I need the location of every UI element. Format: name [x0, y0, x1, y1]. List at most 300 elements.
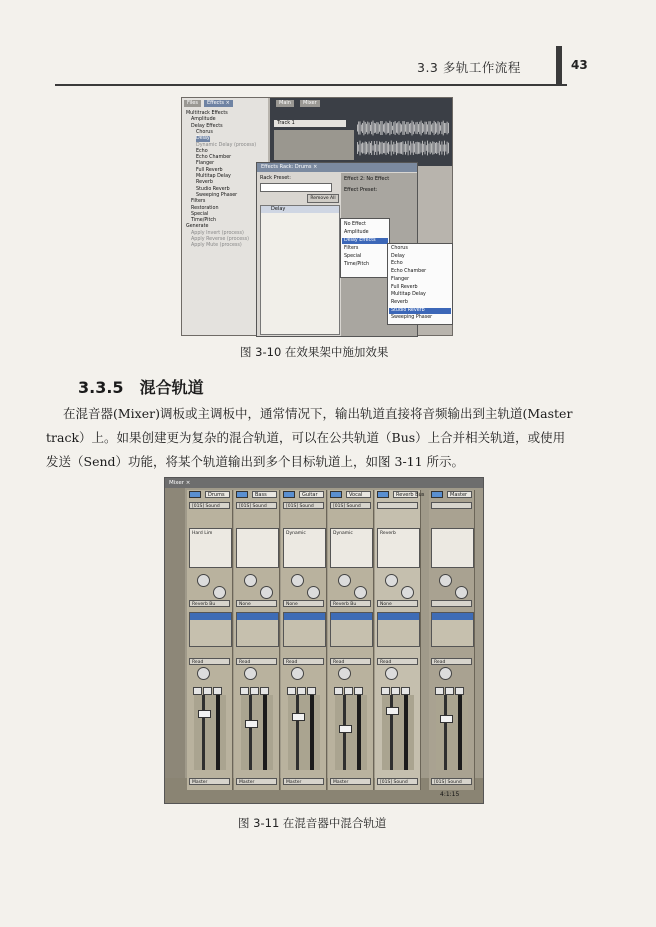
- record-arm-button[interactable]: [431, 491, 443, 498]
- waveform-sample: [403, 121, 404, 135]
- section-number: 3.3.5: [78, 378, 124, 397]
- waveform-sample: [413, 141, 414, 155]
- effects-context-menu: [340, 218, 390, 278]
- waveform-sample: [367, 144, 368, 153]
- waveform-sample: [384, 143, 385, 154]
- input-select[interactable]: [01S] Sound: [330, 502, 371, 509]
- waveform-sample: [375, 123, 376, 132]
- track-name[interactable]: Vocal: [346, 491, 371, 498]
- mute-solo-record: [381, 680, 414, 688]
- fx-slots: [283, 528, 326, 568]
- waveform-sample: [443, 145, 444, 152]
- effects-tree-item[interactable]: Echo: [196, 148, 208, 154]
- waveform-sample: [377, 122, 378, 134]
- waveform-sample: [406, 144, 407, 152]
- record-arm-button[interactable]: [189, 491, 201, 498]
- eq-header[interactable]: [190, 613, 231, 620]
- time-display: 4:1:15: [440, 791, 460, 798]
- waveform-sample: [397, 122, 398, 133]
- waveform-sample: [448, 143, 449, 154]
- waveform-sample: [418, 142, 419, 154]
- record-arm-button[interactable]: [377, 491, 389, 498]
- waveform-sample: [393, 142, 394, 154]
- record-button[interactable]: [260, 687, 269, 695]
- send-volume-knob[interactable]: [385, 574, 398, 587]
- record-button[interactable]: [455, 687, 464, 695]
- send-pan-knob[interactable]: [354, 586, 367, 599]
- waveform-sample: [410, 141, 411, 154]
- effects-tree-item[interactable]: Multitrack Effects: [186, 111, 228, 116]
- mixer-strip: [234, 490, 280, 790]
- effect-preset-label: Effect Preset:: [344, 187, 378, 193]
- waveform-sample: [427, 141, 428, 156]
- fader-handle[interactable]: [339, 725, 352, 733]
- waveform-sample: [378, 145, 379, 152]
- waveform-sample: [414, 144, 415, 153]
- mute-button[interactable]: [240, 687, 249, 695]
- fx-slot[interactable]: Hard Lim: [192, 531, 213, 536]
- mute-button[interactable]: [435, 687, 444, 695]
- waveform-sample: [440, 125, 441, 130]
- waveform-sample: [388, 123, 389, 133]
- waveform-sample: [361, 144, 362, 153]
- send-volume-knob[interactable]: [291, 574, 304, 587]
- output-select[interactable]: Master: [330, 778, 371, 785]
- waveform-sample: [419, 122, 420, 134]
- solo-button[interactable]: [203, 687, 212, 695]
- automation-select[interactable]: Read: [330, 658, 371, 665]
- effects-tree-item[interactable]: Special: [191, 211, 209, 217]
- mixer-strip: [429, 490, 475, 790]
- waveform-sample: [395, 144, 396, 152]
- waveform-sample: [380, 142, 381, 153]
- rack-title: Effects Rack: Drums ×: [257, 163, 417, 172]
- paragraph-line-2: track）上。如果创建更为复杂的混合轨道，可以在公共轨道（Bus）上合并相关轨道，或使用: [46, 430, 566, 445]
- waveform-sample: [405, 141, 406, 154]
- fader-area: [382, 695, 414, 770]
- volume-knob[interactable]: [338, 667, 351, 680]
- fader-track: [202, 695, 205, 770]
- waveform-sample: [361, 125, 362, 132]
- track-name[interactable]: Master: [447, 491, 472, 498]
- waveform-sample: [436, 123, 437, 132]
- waveform-sample: [430, 121, 431, 135]
- rack-preset-select[interactable]: [260, 183, 332, 192]
- waveform-sample: [397, 143, 398, 154]
- fader-track: [249, 695, 252, 770]
- effects-tree-item[interactable]: Apply Mute (process): [191, 243, 242, 249]
- mute-button[interactable]: [193, 687, 202, 695]
- eq-panel: [189, 612, 232, 647]
- effects-tree-item[interactable]: Amplitude: [191, 117, 216, 123]
- solo-button[interactable]: [250, 687, 259, 695]
- fader-handle[interactable]: [386, 707, 399, 715]
- mute-solo-record: [240, 680, 273, 688]
- tab-files[interactable]: Files: [184, 100, 201, 107]
- waveform-sample: [373, 121, 374, 136]
- waveform-sample: [447, 142, 448, 155]
- record-button[interactable]: [307, 687, 316, 695]
- automation-select[interactable]: Read: [431, 658, 472, 665]
- effects-tree-item[interactable]: Full Reverb: [196, 167, 223, 173]
- mute-button[interactable]: [287, 687, 296, 695]
- waveform-sample: [357, 125, 358, 132]
- waveform-sample: [425, 142, 426, 155]
- input-select[interactable]: [01S] Sound: [236, 502, 277, 509]
- waveform-sample: [370, 143, 371, 153]
- send-pan-knob[interactable]: [260, 586, 273, 599]
- waveform-sample: [390, 121, 391, 135]
- mute-solo-record: [334, 680, 367, 688]
- waveform-sample: [422, 141, 423, 155]
- submenu-item[interactable]: Echo: [391, 261, 403, 267]
- waveform-sample: [442, 122, 443, 134]
- waveform-sample: [366, 124, 367, 133]
- figure-effects-rack-screenshot: [181, 97, 453, 336]
- send-select[interactable]: None: [283, 600, 324, 607]
- eq-header[interactable]: [284, 613, 325, 620]
- effects-tree-item[interactable]: Apply Reverse (process): [191, 237, 250, 242]
- fader-handle[interactable]: [198, 710, 211, 718]
- waveform-sample: [403, 141, 404, 154]
- waveform-sample: [421, 121, 422, 136]
- fader-area: [436, 695, 468, 770]
- volume-knob[interactable]: [197, 667, 210, 680]
- waveform-sample: [379, 141, 380, 154]
- send-pan-knob[interactable]: [307, 586, 320, 599]
- track-name[interactable]: Drums: [205, 491, 230, 498]
- effects-tree-item[interactable]: Chorus: [196, 129, 213, 135]
- waveform-sample: [371, 141, 372, 155]
- output-select[interactable]: [01S] Sound: [431, 778, 472, 785]
- fx-slot[interactable]: Dynamic: [286, 531, 306, 536]
- eq-panel: [431, 612, 474, 647]
- waveform-sample: [357, 142, 358, 154]
- figure-mixer-screenshot: [164, 477, 484, 804]
- waveform-sample: [426, 122, 427, 134]
- waveform: [357, 118, 449, 158]
- mixer-strip: [375, 490, 425, 790]
- waveform-sample: [448, 123, 449, 133]
- fader-area: [288, 695, 320, 770]
- output-select[interactable]: Master: [283, 778, 324, 785]
- track-name[interactable]: Bass: [252, 491, 277, 498]
- fader-handle[interactable]: [292, 713, 305, 721]
- paragraph-line-1: 在混音器(Mixer)调板或主调板中，通常情况下，输出轨道直接将音频输出到主轨道(Master: [63, 406, 573, 421]
- waveform-sample: [382, 121, 383, 135]
- waveform-sample: [442, 141, 443, 154]
- fx-slot[interactable]: Reverb: [380, 531, 396, 536]
- delay-effects-submenu: [387, 243, 453, 325]
- effects-tree-item[interactable]: Restoration: [191, 205, 219, 211]
- waveform-sample: [432, 123, 433, 133]
- record-arm-button[interactable]: [330, 491, 342, 498]
- waveform-sample: [384, 123, 385, 132]
- menu-item[interactable]: No Effect: [344, 222, 366, 227]
- waveform-sample: [435, 143, 436, 153]
- fx-slot[interactable]: [237, 530, 276, 537]
- record-arm-button[interactable]: [236, 491, 248, 498]
- mute-button[interactable]: [334, 687, 343, 695]
- waveform-sample: [435, 122, 436, 134]
- waveform-sample: [364, 121, 365, 136]
- waveform-sample: [439, 141, 440, 155]
- send-select[interactable]: Reverb Bu: [189, 600, 230, 607]
- waveform-sample: [374, 123, 375, 133]
- waveform-sample: [429, 144, 430, 153]
- input-select[interactable]: [01S] Sound: [189, 502, 230, 509]
- effects-tree-item[interactable]: Delay: [196, 136, 210, 142]
- solo-button[interactable]: [297, 687, 306, 695]
- waveform-sample: [406, 122, 407, 134]
- fader-track: [296, 695, 299, 770]
- automation-select[interactable]: Read: [283, 658, 324, 665]
- waveform-sample: [362, 142, 363, 153]
- send-select[interactable]: None: [236, 600, 277, 607]
- waveform-sample: [434, 121, 435, 135]
- waveform-sample: [400, 123, 401, 132]
- submenu-item[interactable]: Full Reverb: [391, 284, 418, 290]
- submenu-item[interactable]: Sweeping Phaser: [391, 315, 433, 321]
- solo-button[interactable]: [344, 687, 353, 695]
- waveform-sample: [412, 121, 413, 136]
- fx-slot[interactable]: Dynamic: [333, 531, 353, 536]
- waveform-sample: [393, 122, 394, 134]
- waveform-sample: [429, 121, 430, 134]
- waveform-sample: [378, 122, 379, 133]
- eq-header[interactable]: [432, 613, 473, 620]
- track-name[interactable]: Reverb Bus: [393, 491, 418, 498]
- waveform-sample: [408, 141, 409, 156]
- effects-tree-item[interactable]: Reverb: [196, 180, 213, 186]
- fader-area: [335, 695, 367, 770]
- effects-tree-item[interactable]: Apply Invert (process): [191, 230, 244, 236]
- output-select[interactable]: Master: [189, 778, 230, 785]
- submenu-item[interactable]: Multitap Delay: [391, 292, 426, 298]
- running-header-section: 3.3 多轨工作流程: [417, 60, 521, 75]
- effects-tree-item[interactable]: Flanger: [196, 161, 215, 167]
- record-button[interactable]: [354, 687, 363, 695]
- waveform-sample: [419, 142, 420, 154]
- menu-item[interactable]: Delay Effects: [342, 238, 388, 244]
- section-heading: [78, 375, 220, 398]
- waveform-sample: [404, 144, 405, 152]
- waveform-sample: [380, 121, 381, 135]
- mixer-tab[interactable]: Mixer ×: [165, 478, 483, 488]
- effects-tree-item[interactable]: Time/Pitch: [191, 218, 217, 224]
- fader-handle[interactable]: [245, 720, 258, 728]
- submenu-item[interactable]: Chorus: [391, 246, 408, 251]
- menu-item[interactable]: Special: [344, 254, 362, 259]
- mute-solo-record: [287, 680, 320, 688]
- automation-select[interactable]: Read: [189, 658, 230, 665]
- submenu-item[interactable]: Delay: [391, 253, 405, 259]
- eq-header[interactable]: [331, 613, 372, 620]
- waveform-sample: [379, 124, 380, 132]
- input-select[interactable]: [431, 502, 472, 509]
- send-volume-knob[interactable]: [338, 574, 351, 587]
- mute-button[interactable]: [381, 687, 390, 695]
- paragraph-line-3: 发送（Send）功能，将某个轨道输出到多个目标轨道上，如图 3-11 所示。: [46, 454, 465, 469]
- waveform-sample: [366, 142, 367, 154]
- tab-main[interactable]: Main: [276, 100, 294, 107]
- remove-all-button[interactable]: Remove All: [307, 194, 339, 203]
- eq-panel: [283, 612, 326, 647]
- input-select[interactable]: [377, 502, 418, 509]
- solo-button[interactable]: [391, 687, 400, 695]
- waveform-sample: [391, 122, 392, 134]
- waveform-sample: [369, 123, 370, 134]
- waveform-sample: [358, 121, 359, 134]
- waveform-sample: [396, 123, 397, 133]
- waveform-sample: [436, 142, 437, 154]
- send-pan-knob[interactable]: [213, 586, 226, 599]
- waveform-sample: [444, 141, 445, 156]
- effects-tree-item[interactable]: Filters: [191, 199, 206, 205]
- send-select[interactable]: None: [377, 600, 418, 607]
- waveform-sample: [447, 122, 448, 135]
- fx-slots: [236, 528, 279, 568]
- waveform-sample: [383, 143, 384, 153]
- record-arm-button[interactable]: [283, 491, 295, 498]
- fader-track: [444, 695, 447, 770]
- output-select[interactable]: Master: [236, 778, 277, 785]
- submenu-item[interactable]: Flanger: [391, 276, 410, 282]
- waveform-sample: [425, 122, 426, 135]
- solo-button[interactable]: [445, 687, 454, 695]
- mixer-row-icons: [165, 488, 185, 803]
- send-pan-knob[interactable]: [401, 586, 414, 599]
- figure-3-11-caption: 图 3-11 在混音器中混合轨道: [238, 816, 387, 830]
- waveform-sample: [369, 141, 370, 154]
- waveform-sample: [434, 142, 435, 154]
- send-volume-knob[interactable]: [197, 574, 210, 587]
- track-name[interactable]: Guitar: [299, 491, 324, 498]
- figure-3-10-caption: 图 3-10 在效果架中施加效果: [240, 345, 389, 359]
- waveform-sample: [426, 145, 427, 151]
- level-meter: [357, 695, 361, 770]
- send-select[interactable]: [431, 600, 472, 607]
- send-volume-knob[interactable]: [439, 574, 452, 587]
- eq-header[interactable]: [237, 613, 278, 620]
- effects-tree-item[interactable]: Dynamic Delay (process): [196, 142, 257, 148]
- submenu-item[interactable]: Studio Reverb: [389, 308, 451, 314]
- waveform-sample: [405, 124, 406, 131]
- waveform-sample: [365, 141, 366, 154]
- waveform-sample: [439, 122, 440, 133]
- tab-mixer[interactable]: Mixer: [300, 100, 320, 107]
- send-select[interactable]: Reverb Bu: [330, 600, 371, 607]
- waveform-sample: [417, 122, 418, 134]
- waveform-sample: [399, 143, 400, 154]
- effects-tree-item[interactable]: Delay Effects: [191, 123, 223, 129]
- fx-slots: [330, 528, 373, 568]
- mixer-strip: [328, 490, 374, 790]
- level-meter: [404, 695, 408, 770]
- waveform-sample: [432, 141, 433, 154]
- waveform-sample: [392, 144, 393, 151]
- effects-tree-item[interactable]: Multitap Delay: [196, 174, 231, 179]
- waveform-sample: [430, 142, 431, 154]
- waveform-sample: [400, 142, 401, 153]
- volume-knob[interactable]: [244, 667, 257, 680]
- effects-tree-item[interactable]: Echo Chamber: [196, 155, 232, 161]
- waveform-sample: [362, 123, 363, 133]
- header-rule: [55, 84, 567, 86]
- waveform-sample: [444, 123, 445, 133]
- eq-panel: [330, 612, 373, 647]
- rack-slot-list: [260, 205, 340, 335]
- fx-slots: [431, 528, 474, 568]
- waveform-sample: [414, 124, 415, 131]
- output-select[interactable]: [01S] Sound: [377, 778, 418, 785]
- effects-tree-item[interactable]: Sweeping Phaser: [196, 192, 238, 198]
- track-controls: [274, 130, 354, 160]
- waveform-sample: [445, 144, 446, 151]
- send-pan-knob[interactable]: [455, 586, 468, 599]
- mute-solo-record: [435, 680, 468, 688]
- waveform-sample: [431, 124, 432, 131]
- waveform-sample: [438, 121, 439, 135]
- waveform-sample: [360, 141, 361, 156]
- fader-handle[interactable]: [440, 715, 453, 723]
- waveform-sample: [377, 141, 378, 155]
- waveform-sample: [382, 142, 383, 154]
- section-title: 混合轨道: [139, 378, 204, 397]
- eq-panel: [377, 612, 420, 647]
- waveform-sample: [443, 121, 444, 136]
- automation-select[interactable]: Read: [377, 658, 418, 665]
- eq-header[interactable]: [378, 613, 419, 620]
- volume-knob[interactable]: [291, 667, 304, 680]
- effects-tree-item[interactable]: Generate: [186, 224, 209, 230]
- volume-knob[interactable]: [385, 667, 398, 680]
- waveform-sample: [364, 143, 365, 154]
- submenu-item[interactable]: Reverb: [391, 299, 408, 305]
- menu-item[interactable]: Amplitude: [344, 230, 369, 235]
- waveform-sample: [370, 125, 371, 131]
- waveform-sample: [413, 122, 414, 134]
- input-select[interactable]: [01S] Sound: [283, 502, 324, 509]
- volume-knob[interactable]: [439, 667, 452, 680]
- track-name-field[interactable]: Track 1: [274, 120, 346, 127]
- send-volume-knob[interactable]: [244, 574, 257, 587]
- waveform-sample: [360, 121, 361, 134]
- record-button[interactable]: [213, 687, 222, 695]
- page-number: 43: [571, 58, 588, 72]
- level-meter: [458, 695, 462, 770]
- header-marker-bar: [556, 46, 562, 86]
- effect-title: Effect 2: No Effect: [344, 176, 390, 182]
- automation-select[interactable]: Read: [236, 658, 277, 665]
- rack-slot-1[interactable]: Delay: [261, 206, 339, 213]
- waveform-sample: [365, 122, 366, 134]
- effects-tree-item[interactable]: Studio Reverb: [196, 186, 230, 192]
- waveform-sample: [422, 123, 423, 133]
- submenu-item[interactable]: Echo Chamber: [391, 269, 427, 275]
- menu-item[interactable]: Filters: [344, 246, 359, 251]
- menu-item[interactable]: Time/Pitch: [344, 262, 370, 267]
- waveform-sample: [431, 143, 432, 152]
- fx-slot[interactable]: [432, 530, 471, 537]
- waveform-sample: [396, 141, 397, 155]
- waveform-sample: [391, 141, 392, 156]
- waveform-sample: [408, 122, 409, 134]
- record-button[interactable]: [401, 687, 410, 695]
- waveform-sample: [373, 145, 374, 150]
- tab-effects[interactable]: Effects ×: [204, 100, 233, 107]
- waveform-sample: [386, 121, 387, 134]
